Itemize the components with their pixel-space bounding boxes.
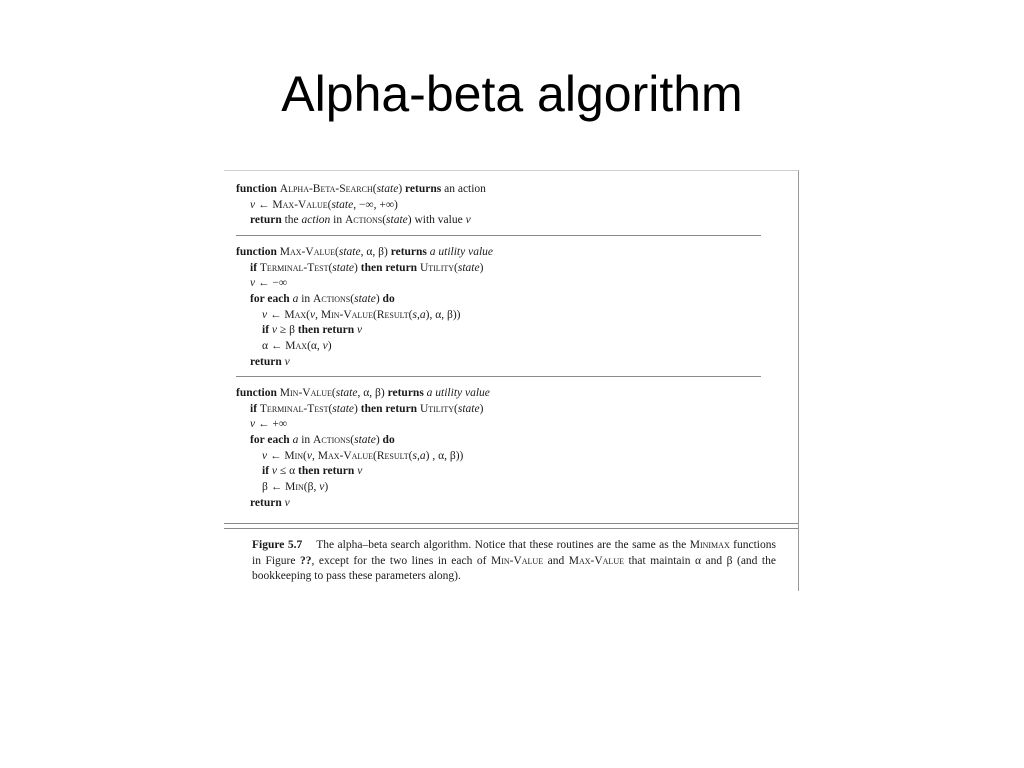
function-name: Utility [419, 402, 455, 415]
code-text: ← [267, 308, 285, 321]
variable: v [250, 277, 256, 290]
code-text: ≤ α [277, 465, 298, 478]
code-text: ← +∞ [255, 418, 288, 431]
caption-text: that maintain α and β (and the bookkeeping to pass these parameters along). [252, 554, 776, 583]
function-name: Actions [313, 434, 351, 447]
code-text: ← [255, 198, 273, 211]
function-name: Terminal-Test [259, 402, 329, 415]
code-text: ← −∞ [255, 277, 288, 290]
variable: s [412, 308, 417, 321]
function-name: Min [284, 449, 304, 462]
variable: action [301, 214, 331, 227]
code-text: ( [335, 246, 339, 258]
function-name: Result [376, 308, 409, 321]
function-name: Utility [419, 261, 455, 274]
variable: v [357, 324, 363, 337]
variable: v [465, 214, 471, 227]
section-divider [236, 376, 761, 377]
variable: v [250, 198, 256, 211]
keyword: do [382, 293, 395, 306]
figure-caption [252, 538, 776, 585]
code-text: a utility value [426, 246, 494, 258]
caption-text: , except for the two lines in each of [311, 554, 491, 567]
code-text: ), α, β)) [425, 308, 461, 321]
variable: a [419, 449, 426, 462]
code-text: α ← [262, 340, 286, 353]
variable: v [284, 496, 290, 509]
code-text: ( [303, 449, 307, 462]
code-text: a utility value [423, 387, 490, 399]
keyword: for each [250, 293, 290, 306]
code-text: ( [328, 261, 333, 274]
alpha-beta-search-function [236, 182, 761, 229]
variable: a [292, 293, 299, 306]
keyword: if [250, 402, 260, 415]
keyword: return [250, 496, 282, 509]
code-text: in [330, 214, 345, 227]
variable: state [331, 198, 354, 211]
function-name: Min [285, 481, 304, 494]
code-text: ( [306, 308, 310, 321]
caption-function-name: Minimax [689, 539, 730, 551]
variable: a [419, 308, 426, 321]
caption-divider [224, 528, 798, 529]
keyword: then return [360, 402, 418, 415]
variable: state [354, 434, 376, 447]
variable: state [335, 387, 358, 399]
code-text: , [416, 308, 420, 321]
code-text: the [281, 214, 302, 227]
code-text: ) with value [407, 214, 466, 227]
code-text: ) [398, 183, 406, 195]
function-name: Result [376, 449, 409, 462]
variable: v [319, 481, 325, 494]
code-text: ( [328, 402, 333, 415]
algorithm-figure [224, 170, 799, 591]
keyword: returns [390, 246, 427, 258]
keyword: returns [387, 387, 424, 399]
code-text: ) [354, 261, 361, 274]
min-value-function [236, 386, 761, 512]
code-text: , α, β) [360, 246, 391, 258]
code-line [236, 276, 761, 292]
variable: v [306, 449, 312, 462]
code-line [236, 198, 761, 214]
code-line [236, 464, 761, 480]
code-line [236, 261, 761, 277]
code-text: ) [324, 481, 329, 494]
keyword: function [236, 246, 277, 258]
code-text: ) [375, 434, 383, 447]
code-text: ≥ β [277, 324, 298, 337]
code-text: , α, β) [357, 387, 388, 399]
variable: state [338, 246, 361, 258]
code-line [236, 323, 761, 339]
code-text: β ← [262, 481, 286, 494]
code-text: , −∞, +∞) [353, 198, 398, 211]
slide-title: Alpha-beta algorithm [281, 66, 743, 122]
code-text: , [315, 308, 321, 321]
code-text: ( [454, 261, 458, 274]
max-value-function [236, 245, 761, 371]
variable: state [354, 293, 376, 306]
code-text: ) [354, 402, 361, 415]
function-name: Alpha-Beta-Search [279, 183, 373, 195]
section-divider [236, 235, 761, 236]
variable: v [271, 324, 278, 337]
variable: a [292, 434, 299, 447]
code-line [236, 402, 761, 418]
code-text: ( [331, 387, 336, 399]
keyword: then return [360, 261, 418, 274]
keyword: then return [297, 324, 355, 337]
variable: state [332, 261, 355, 274]
code-line [236, 433, 761, 449]
function-name: Actions [345, 214, 383, 227]
caption-text: and [543, 554, 569, 567]
figure-reference: ?? [300, 554, 312, 567]
code-line [236, 496, 761, 512]
keyword: if [262, 324, 272, 337]
code-line [236, 292, 761, 308]
keyword: function [236, 387, 277, 399]
variable: v [357, 465, 363, 478]
code-text: ( [372, 308, 377, 321]
code-text: in [298, 293, 314, 306]
code-text: ← [267, 449, 285, 462]
variable: v [284, 355, 290, 368]
code-line [236, 449, 761, 465]
code-text: ( [327, 198, 332, 211]
code-text: ( [372, 449, 377, 462]
keyword: function [236, 183, 277, 195]
caption-text: functions in Figure [252, 539, 776, 567]
caption-divider [224, 523, 798, 524]
keyword: returns [405, 183, 442, 195]
code-text: , [416, 449, 420, 462]
variable: state [332, 402, 355, 415]
code-text: in [298, 434, 314, 447]
code-text: ( [382, 214, 387, 227]
caption-function-name: Max-Value [568, 554, 624, 567]
variable: state [457, 402, 480, 415]
code-text: ( [350, 434, 355, 447]
function-name: Max [284, 308, 307, 321]
code-text: (β, [303, 481, 320, 494]
variable: s [412, 449, 417, 462]
variable: v [262, 449, 268, 462]
code-text: ( [454, 402, 458, 415]
keyword: do [382, 434, 395, 447]
keyword: return [250, 355, 282, 368]
code-text: ( [372, 183, 377, 195]
code-line [236, 339, 761, 355]
keyword: for each [250, 434, 290, 447]
code-line [236, 182, 761, 198]
code-line [236, 480, 761, 496]
variable: state [386, 214, 408, 227]
code-text: ) [375, 293, 383, 306]
function-name: Max-Value [317, 449, 373, 462]
variable: v [271, 465, 278, 478]
code-text: (α, [307, 340, 323, 353]
variable: v [250, 418, 256, 431]
function-name: Actions [313, 293, 351, 306]
variable: v [322, 340, 328, 353]
code-line [236, 386, 761, 402]
keyword: if [262, 465, 272, 478]
function-name: Max-Value [272, 198, 328, 211]
caption-text: The alpha–beta search algorithm. Notice that these routines are the same as the [316, 539, 690, 551]
caption-function-name: Min-Value [490, 554, 544, 567]
code-line [236, 245, 761, 261]
variable: state [376, 183, 399, 195]
code-text: an action [441, 183, 486, 195]
variable: state [457, 261, 480, 274]
keyword: then return [297, 465, 355, 478]
variable: v [262, 308, 268, 321]
keyword: return [250, 214, 282, 227]
variable: v [309, 308, 316, 321]
code-text: ) [327, 340, 332, 353]
figure-label: Figure 5.7 [252, 539, 303, 551]
code-line [236, 355, 761, 371]
function-name: Max-Value [279, 246, 336, 258]
code-line [236, 213, 761, 229]
function-name: Min-Value [320, 308, 373, 321]
code-text: ( [408, 449, 413, 462]
code-text: ) [479, 261, 484, 274]
function-name: Min-Value [279, 387, 332, 399]
code-text: ) [479, 402, 484, 415]
code-text: , [311, 449, 318, 462]
code-line [236, 417, 761, 433]
code-text: ( [350, 293, 355, 306]
function-name: Max [285, 340, 308, 353]
function-name: Terminal-Test [259, 261, 329, 274]
code-line [236, 308, 761, 324]
code-text: ( [408, 308, 413, 321]
keyword: if [250, 261, 260, 274]
code-text: ) , α, β)) [425, 449, 464, 462]
